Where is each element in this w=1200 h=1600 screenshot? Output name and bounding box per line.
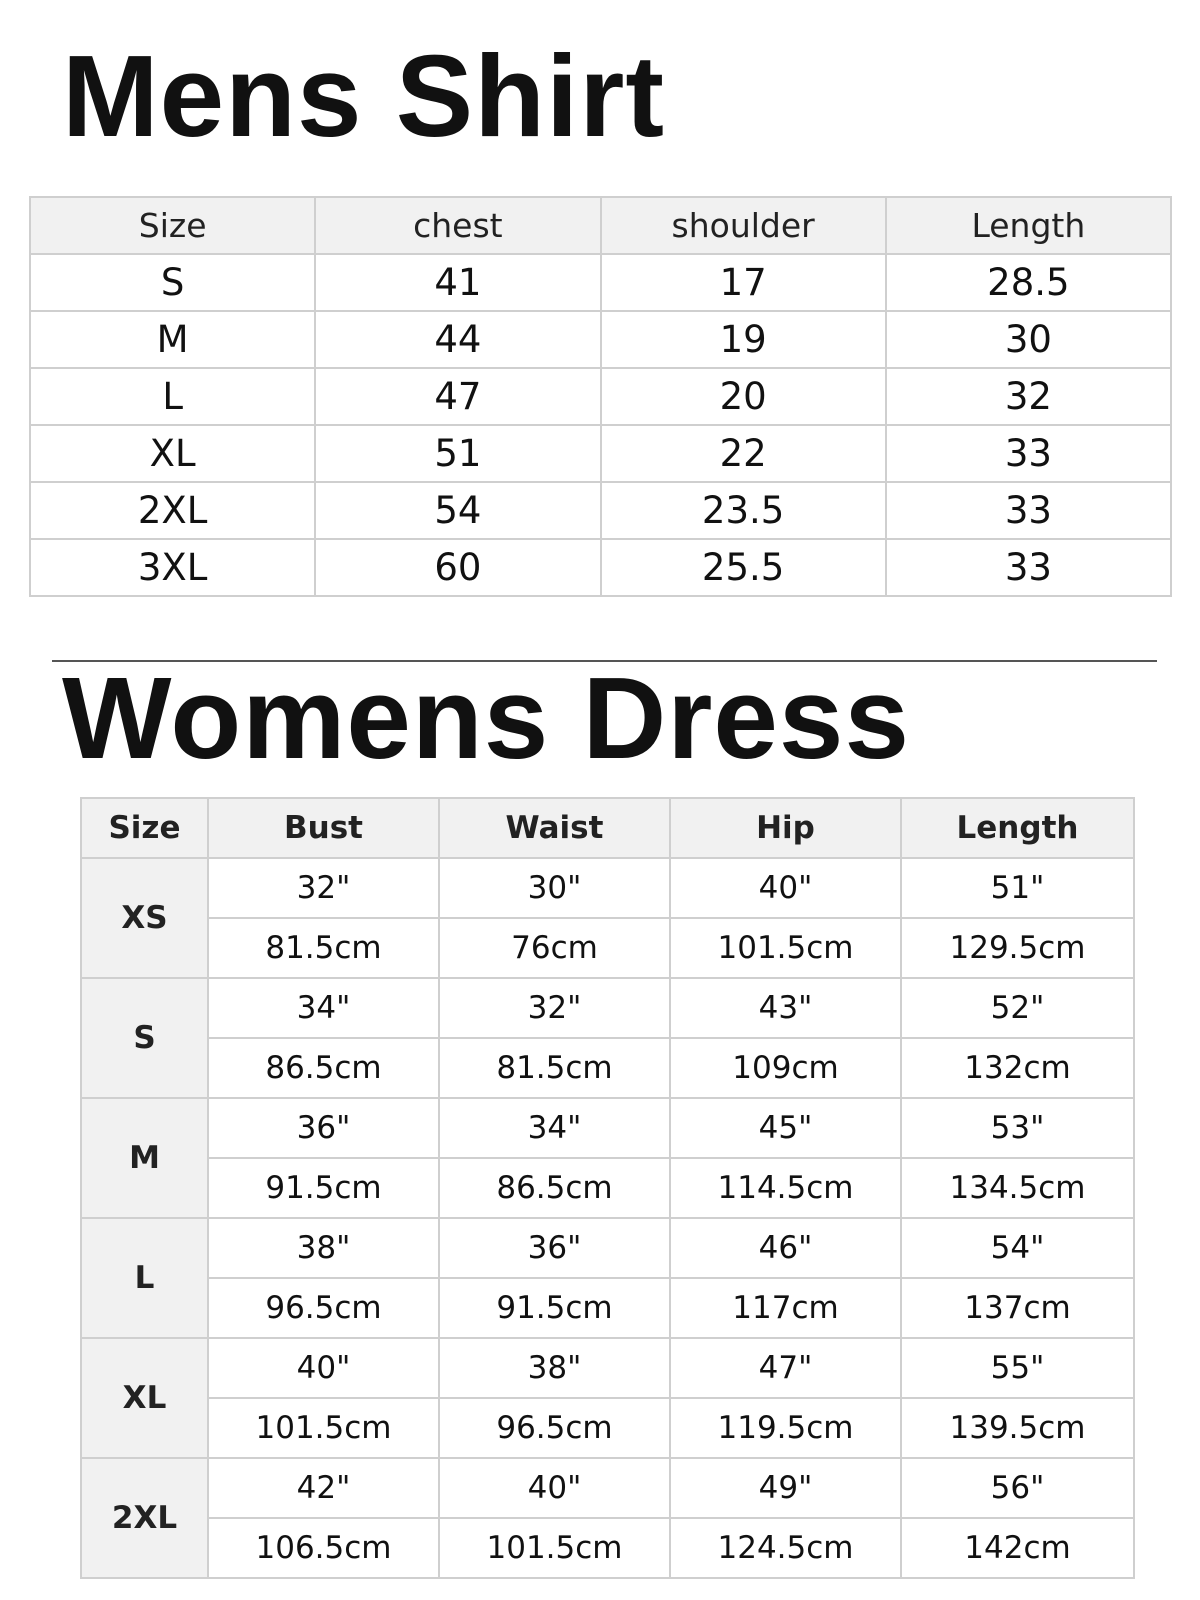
mens-cell-length: 28.5: [886, 254, 1171, 311]
womens-cell-length-inches: 56": [901, 1458, 1134, 1518]
mens-header-chest: chest: [315, 197, 600, 254]
table-row: [30, 311, 1171, 368]
womens-cell-length-cm: 134.5cm: [901, 1158, 1134, 1218]
womens-cell-size: M: [81, 1098, 208, 1218]
womens-cell-waist-inches: 30": [439, 858, 670, 918]
womens-cell-hip-inches: 49": [670, 1458, 901, 1518]
mens-cell-size: S: [30, 254, 315, 311]
mens-size-table: [29, 196, 1172, 597]
table-row: [81, 1338, 1134, 1398]
mens-cell-chest: 51: [315, 425, 600, 482]
womens-size-table: [80, 797, 1135, 1579]
womens-cell-size: L: [81, 1218, 208, 1338]
table-row: [81, 1518, 1134, 1578]
mens-cell-length: 30: [886, 311, 1171, 368]
womens-cell-length-inches: 53": [901, 1098, 1134, 1158]
table-row: [81, 918, 1134, 978]
table-row: [81, 1038, 1134, 1098]
womens-cell-length-inches: 51": [901, 858, 1134, 918]
womens-cell-waist-inches: 40": [439, 1458, 670, 1518]
womens-cell-hip-cm: 124.5cm: [670, 1518, 901, 1578]
womens-header-hip: Hip: [670, 798, 901, 858]
womens-cell-hip-inches: 43": [670, 978, 901, 1038]
womens-cell-hip-inches: 47": [670, 1338, 901, 1398]
womens-cell-bust-inches: 32": [208, 858, 439, 918]
womens-cell-waist-cm: 91.5cm: [439, 1278, 670, 1338]
table-row: [81, 1458, 1134, 1518]
womens-cell-waist-cm: 96.5cm: [439, 1398, 670, 1458]
mens-cell-shoulder: 17: [601, 254, 886, 311]
mens-cell-chest: 60: [315, 539, 600, 596]
mens-cell-size: L: [30, 368, 315, 425]
womens-cell-length-inches: 55": [901, 1338, 1134, 1398]
womens-cell-size: S: [81, 978, 208, 1098]
table-row: [81, 1398, 1134, 1458]
womens-cell-length-cm: 137cm: [901, 1278, 1134, 1338]
womens-header-length: Length: [901, 798, 1134, 858]
womens-cell-bust-inches: 42": [208, 1458, 439, 1518]
mens-header-shoulder: shoulder: [601, 197, 886, 254]
mens-cell-length: 33: [886, 425, 1171, 482]
womens-cell-hip-inches: 46": [670, 1218, 901, 1278]
womens-cell-waist-inches: 34": [439, 1098, 670, 1158]
womens-cell-length-inches: 52": [901, 978, 1134, 1038]
womens-cell-hip-inches: 45": [670, 1098, 901, 1158]
womens-cell-bust-cm: 81.5cm: [208, 918, 439, 978]
womens-cell-length-cm: 132cm: [901, 1038, 1134, 1098]
womens-cell-bust-inches: 36": [208, 1098, 439, 1158]
table-row: [81, 1158, 1134, 1218]
womens-cell-bust-cm: 101.5cm: [208, 1398, 439, 1458]
table-row: [81, 858, 1134, 918]
womens-cell-hip-cm: 114.5cm: [670, 1158, 901, 1218]
womens-cell-waist-inches: 36": [439, 1218, 670, 1278]
womens-cell-bust-cm: 86.5cm: [208, 1038, 439, 1098]
table-row: [30, 368, 1171, 425]
womens-cell-size: 2XL: [81, 1458, 208, 1578]
mens-cell-chest: 54: [315, 482, 600, 539]
mens-header-length: Length: [886, 197, 1171, 254]
womens-cell-hip-cm: 119.5cm: [670, 1398, 901, 1458]
womens-cell-hip-cm: 101.5cm: [670, 918, 901, 978]
mens-cell-shoulder: 22: [601, 425, 886, 482]
mens-cell-chest: 47: [315, 368, 600, 425]
table-row: [30, 539, 1171, 596]
mens-header-size: Size: [30, 197, 315, 254]
table-row: [81, 978, 1134, 1038]
womens-cell-size: XL: [81, 1338, 208, 1458]
womens-cell-waist-cm: 81.5cm: [439, 1038, 670, 1098]
womens-cell-waist-cm: 76cm: [439, 918, 670, 978]
womens-cell-length-cm: 129.5cm: [901, 918, 1134, 978]
womens-header-size: Size: [81, 798, 208, 858]
womens-cell-size: XS: [81, 858, 208, 978]
womens-cell-hip-cm: 117cm: [670, 1278, 901, 1338]
mens-cell-shoulder: 25.5: [601, 539, 886, 596]
womens-cell-waist-cm: 86.5cm: [439, 1158, 670, 1218]
mens-cell-size: 2XL: [30, 482, 315, 539]
womens-header-bust: Bust: [208, 798, 439, 858]
mens-cell-size: XL: [30, 425, 315, 482]
table-row: [81, 1098, 1134, 1158]
mens-cell-chest: 41: [315, 254, 600, 311]
table-row: [30, 254, 1171, 311]
womens-cell-length-cm: 142cm: [901, 1518, 1134, 1578]
womens-cell-waist-cm: 101.5cm: [439, 1518, 670, 1578]
table-row: [30, 482, 1171, 539]
mens-cell-shoulder: 20: [601, 368, 886, 425]
table-row: [81, 1218, 1134, 1278]
womens-cell-bust-inches: 38": [208, 1218, 439, 1278]
womens-cell-bust-cm: 91.5cm: [208, 1158, 439, 1218]
mens-cell-size: M: [30, 311, 315, 368]
mens-cell-length: 33: [886, 539, 1171, 596]
mens-cell-length: 33: [886, 482, 1171, 539]
womens-cell-bust-inches: 34": [208, 978, 439, 1038]
table-row: [81, 1278, 1134, 1338]
womens-cell-hip-inches: 40": [670, 858, 901, 918]
womens-cell-waist-inches: 38": [439, 1338, 670, 1398]
mens-cell-chest: 44: [315, 311, 600, 368]
womens-dress-title: Womens Dress: [62, 653, 910, 783]
mens-cell-shoulder: 19: [601, 311, 886, 368]
table-row: [30, 425, 1171, 482]
womens-cell-length-cm: 139.5cm: [901, 1398, 1134, 1458]
mens-shirt-title: Mens Shirt: [62, 31, 665, 161]
womens-header-waist: Waist: [439, 798, 670, 858]
mens-cell-size: 3XL: [30, 539, 315, 596]
womens-cell-length-inches: 54": [901, 1218, 1134, 1278]
mens-cell-length: 32: [886, 368, 1171, 425]
womens-header-row: [81, 798, 1134, 858]
womens-cell-hip-cm: 109cm: [670, 1038, 901, 1098]
womens-cell-waist-inches: 32": [439, 978, 670, 1038]
mens-cell-shoulder: 23.5: [601, 482, 886, 539]
mens-header-row: [30, 197, 1171, 254]
womens-cell-bust-cm: 106.5cm: [208, 1518, 439, 1578]
womens-cell-bust-cm: 96.5cm: [208, 1278, 439, 1338]
womens-cell-bust-inches: 40": [208, 1338, 439, 1398]
